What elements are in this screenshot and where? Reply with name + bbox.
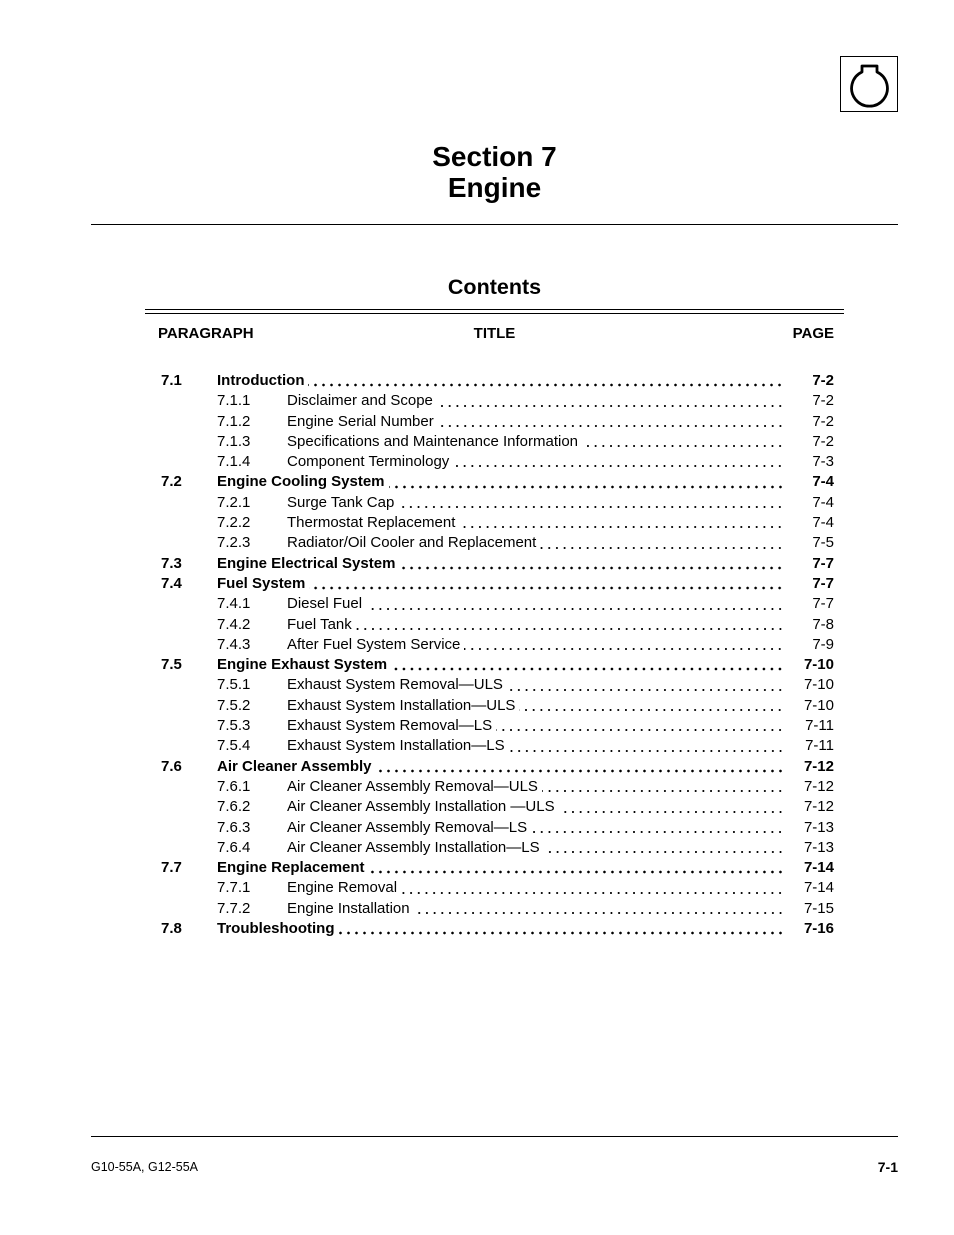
toc-title-line xyxy=(287,777,784,797)
dot-leader xyxy=(559,797,784,817)
dot-leader xyxy=(531,818,784,838)
engine-icon xyxy=(841,57,897,111)
toc-paragraph-number: 7.8 xyxy=(161,920,182,938)
toc-row[interactable] xyxy=(145,818,844,838)
toc-title-line xyxy=(287,452,784,472)
toc-title: Air Cleaner Assembly Removal—ULS xyxy=(287,777,538,795)
toc-page-number: 7-4 xyxy=(812,514,834,532)
column-header-page: PAGE xyxy=(792,325,834,342)
toc-row[interactable] xyxy=(145,838,844,858)
toc-page-number: 7-4 xyxy=(812,473,834,491)
toc-row[interactable] xyxy=(145,878,844,898)
dot-leader xyxy=(369,858,784,878)
toc-row[interactable] xyxy=(145,696,844,716)
dot-leader xyxy=(414,899,784,919)
toc-paragraph-number: 7.1.4 xyxy=(217,453,251,471)
toc-page-number: 7-12 xyxy=(803,798,834,816)
toc-paragraph-number: 7.5.4 xyxy=(217,737,251,755)
toc-row[interactable] xyxy=(145,797,844,817)
toc-title-line xyxy=(287,615,784,635)
toc-title: Component Terminology xyxy=(287,453,450,471)
toc-paragraph-number: 7.2.1 xyxy=(217,493,251,511)
toc-page-number: 7-7 xyxy=(812,595,834,613)
dot-leader xyxy=(339,919,785,939)
toc-page-number: 7-7 xyxy=(812,554,834,572)
toc-paragraph-number: 7.6 xyxy=(161,757,182,775)
toc-title-line xyxy=(217,919,784,939)
toc-paragraph-number: 7.4.1 xyxy=(217,595,251,613)
section-title: Engine xyxy=(447,172,542,203)
toc-paragraph-number: 7.6.4 xyxy=(217,838,251,856)
dot-leader xyxy=(496,716,784,736)
toc-title-line xyxy=(217,554,784,574)
toc-row[interactable] xyxy=(145,675,844,695)
dot-leader xyxy=(540,533,784,553)
toc-title-line xyxy=(287,513,784,533)
toc-title-line xyxy=(217,757,784,777)
toc-title: Introduction xyxy=(217,372,305,389)
toc-page-number: 7-11 xyxy=(805,737,834,755)
toc-title: Exhaust System Installation—LS xyxy=(287,737,505,755)
dot-leader xyxy=(544,838,784,858)
toc-paragraph-number: 7.2.3 xyxy=(217,534,251,552)
toc-page-number: 7-16 xyxy=(803,920,834,938)
toc-row[interactable] xyxy=(145,554,844,574)
toc-title: Specifications and Maintenance Information xyxy=(287,432,579,450)
toc-page-number: 7-13 xyxy=(803,838,834,856)
toc-row[interactable] xyxy=(145,493,844,513)
toc-row[interactable] xyxy=(145,472,844,492)
toc-page-number: 7-2 xyxy=(812,412,834,430)
toc-page-number: 7-14 xyxy=(803,879,834,897)
toc-title: Engine Removal xyxy=(287,879,398,897)
dot-leader xyxy=(356,615,784,635)
toc-title: Air Cleaner Assembly Installation —ULS xyxy=(287,798,555,816)
toc-page-number: 7-14 xyxy=(803,859,834,877)
dot-leader xyxy=(464,635,784,655)
toc-title-line xyxy=(287,899,784,919)
toc-paragraph-number: 7.4.2 xyxy=(217,615,251,633)
toc-row[interactable] xyxy=(145,757,844,777)
column-header-title: TITLE xyxy=(473,325,516,342)
toc-paragraph-number: 7.2 xyxy=(161,473,182,491)
dot-leader xyxy=(309,574,784,594)
toc-paragraph-number: 7.5.2 xyxy=(217,696,251,714)
column-header-paragraph: PARAGRAPH xyxy=(158,325,254,342)
toc-page-number: 7-12 xyxy=(803,777,834,795)
toc-title: After Fuel System Service xyxy=(287,635,461,653)
dot-leader xyxy=(308,371,784,391)
toc-paragraph-number: 7.7.1 xyxy=(217,879,251,897)
toc-row[interactable] xyxy=(145,432,844,452)
toc-title-line xyxy=(287,878,784,898)
toc-row[interactable] xyxy=(145,716,844,736)
dot-leader xyxy=(389,472,784,492)
toc-page-number: 7-13 xyxy=(803,818,834,836)
toc-page-number: 7-10 xyxy=(803,676,834,694)
footer-page-number: 7-1 xyxy=(877,1159,898,1175)
toc-paragraph-number: 7.1.3 xyxy=(217,432,251,450)
footer-divider xyxy=(91,1136,898,1137)
toc-title: Radiator/Oil Cooler and Replacement xyxy=(287,534,537,552)
dot-leader xyxy=(401,878,784,898)
toc-title: Air Cleaner Assembly Installation—LS xyxy=(287,838,540,856)
section-icon-box xyxy=(840,56,898,112)
toc-title-line xyxy=(287,493,784,513)
table-of-contents xyxy=(145,371,844,939)
toc-title-line xyxy=(287,533,784,553)
toc-title-line xyxy=(287,412,784,432)
toc-row[interactable] xyxy=(145,574,844,594)
toc-page-number: 7-5 xyxy=(812,534,834,552)
toc-page-number: 7-15 xyxy=(803,899,834,917)
toc-title: Engine Cooling System xyxy=(217,473,385,491)
contents-double-rule xyxy=(145,309,844,314)
dot-leader xyxy=(507,675,784,695)
toc-title: Engine Exhaust System xyxy=(217,656,388,674)
toc-row[interactable] xyxy=(145,594,844,614)
toc-page-number: 7-3 xyxy=(812,453,834,471)
toc-title-line xyxy=(287,716,784,736)
section-heading xyxy=(91,141,898,203)
toc-title-line xyxy=(217,371,784,391)
toc-row[interactable] xyxy=(145,736,844,756)
toc-title-line xyxy=(287,696,784,716)
toc-row[interactable] xyxy=(145,513,844,533)
toc-row[interactable] xyxy=(145,452,844,472)
dot-leader xyxy=(582,432,784,452)
toc-title: Engine Electrical System xyxy=(217,554,396,572)
toc-row[interactable] xyxy=(145,391,844,411)
toc-page-number: 7-10 xyxy=(803,696,834,714)
toc-page-number: 7-8 xyxy=(812,615,834,633)
toc-title-line xyxy=(217,858,784,878)
dot-leader xyxy=(437,391,784,411)
toc-paragraph-number: 7.1 xyxy=(161,372,182,389)
toc-column-headers xyxy=(145,324,844,344)
section-number: Section 7 xyxy=(432,141,557,172)
toc-title: Fuel System xyxy=(217,574,306,592)
toc-page-number: 7-2 xyxy=(812,372,834,389)
toc-title: Thermostat Replacement xyxy=(287,514,456,532)
toc-title: Exhaust System Removal—LS xyxy=(287,717,493,735)
toc-page-number: 7-4 xyxy=(812,493,834,511)
toc-row[interactable] xyxy=(145,371,844,391)
contents-heading: Contents xyxy=(447,275,542,299)
dot-leader xyxy=(519,696,784,716)
toc-row[interactable] xyxy=(145,635,844,655)
toc-title: Engine Installation xyxy=(287,899,410,917)
toc-title-line xyxy=(287,594,784,614)
toc-title: Engine Serial Number xyxy=(287,412,434,430)
dot-leader xyxy=(366,594,784,614)
toc-page-number: 7-10 xyxy=(803,656,834,674)
toc-paragraph-number: 7.5.1 xyxy=(217,676,251,694)
toc-row[interactable] xyxy=(145,533,844,553)
toc-title-line xyxy=(217,472,784,492)
dot-leader xyxy=(391,655,784,675)
toc-title-line xyxy=(217,574,784,594)
toc-title-line xyxy=(287,736,784,756)
toc-title-line xyxy=(287,391,784,411)
toc-page-number: 7-2 xyxy=(812,392,834,410)
toc-page-number: 7-2 xyxy=(812,432,834,450)
dot-leader xyxy=(398,493,784,513)
toc-title-line xyxy=(287,797,784,817)
toc-paragraph-number: 7.4 xyxy=(161,574,182,592)
toc-row[interactable] xyxy=(145,655,844,675)
toc-title: Troubleshooting xyxy=(217,920,335,938)
toc-paragraph-number: 7.7.2 xyxy=(217,899,251,917)
toc-page-number: 7-11 xyxy=(805,717,834,735)
dot-leader xyxy=(509,736,784,756)
toc-title-line xyxy=(287,818,784,838)
heading-divider xyxy=(91,224,898,225)
toc-row[interactable] xyxy=(145,899,844,919)
dot-leader xyxy=(438,412,784,432)
toc-paragraph-number: 7.1.2 xyxy=(217,412,251,430)
toc-title-line xyxy=(287,635,784,655)
dot-leader xyxy=(459,513,784,533)
toc-title-line xyxy=(217,655,784,675)
dot-leader xyxy=(453,452,784,472)
toc-title-line xyxy=(287,838,784,858)
toc-title: Diesel Fuel xyxy=(287,595,363,613)
toc-title: Disclaimer and Scope xyxy=(287,392,433,410)
toc-paragraph-number: 7.6.1 xyxy=(217,777,251,795)
toc-paragraph-number: 7.5.3 xyxy=(217,717,251,735)
dot-leader xyxy=(376,757,784,777)
toc-paragraph-number: 7.1.1 xyxy=(217,392,251,410)
footer-model-numbers: G10-55A, G12-55A xyxy=(91,1160,199,1174)
toc-row[interactable] xyxy=(145,919,844,939)
toc-paragraph-number: 7.6.2 xyxy=(217,798,251,816)
toc-title-line xyxy=(287,675,784,695)
dot-leader xyxy=(399,554,784,574)
toc-paragraph-number: 7.3 xyxy=(161,554,182,572)
toc-title: Fuel Tank xyxy=(287,615,352,633)
toc-title: Exhaust System Removal—ULS xyxy=(287,676,503,694)
toc-title: Air Cleaner Assembly xyxy=(217,757,372,775)
toc-row[interactable] xyxy=(145,412,844,432)
toc-paragraph-number: 7.6.3 xyxy=(217,818,251,836)
toc-page-number: 7-12 xyxy=(803,757,834,775)
toc-row[interactable] xyxy=(145,777,844,797)
toc-title: Surge Tank Cap xyxy=(287,493,395,511)
toc-row[interactable] xyxy=(145,615,844,635)
toc-paragraph-number: 7.5 xyxy=(161,656,182,674)
toc-title: Engine Replacement xyxy=(217,859,365,877)
toc-title-line xyxy=(287,432,784,452)
toc-paragraph-number: 7.7 xyxy=(161,859,182,877)
toc-row[interactable] xyxy=(145,858,844,878)
toc-page-number: 7-9 xyxy=(812,635,834,653)
toc-title: Air Cleaner Assembly Removal—LS xyxy=(287,818,528,836)
toc-paragraph-number: 7.4.3 xyxy=(217,635,251,653)
toc-page-number: 7-7 xyxy=(812,574,834,592)
dot-leader xyxy=(542,777,784,797)
toc-paragraph-number: 7.2.2 xyxy=(217,514,251,532)
toc-title: Exhaust System Installation—ULS xyxy=(287,696,516,714)
